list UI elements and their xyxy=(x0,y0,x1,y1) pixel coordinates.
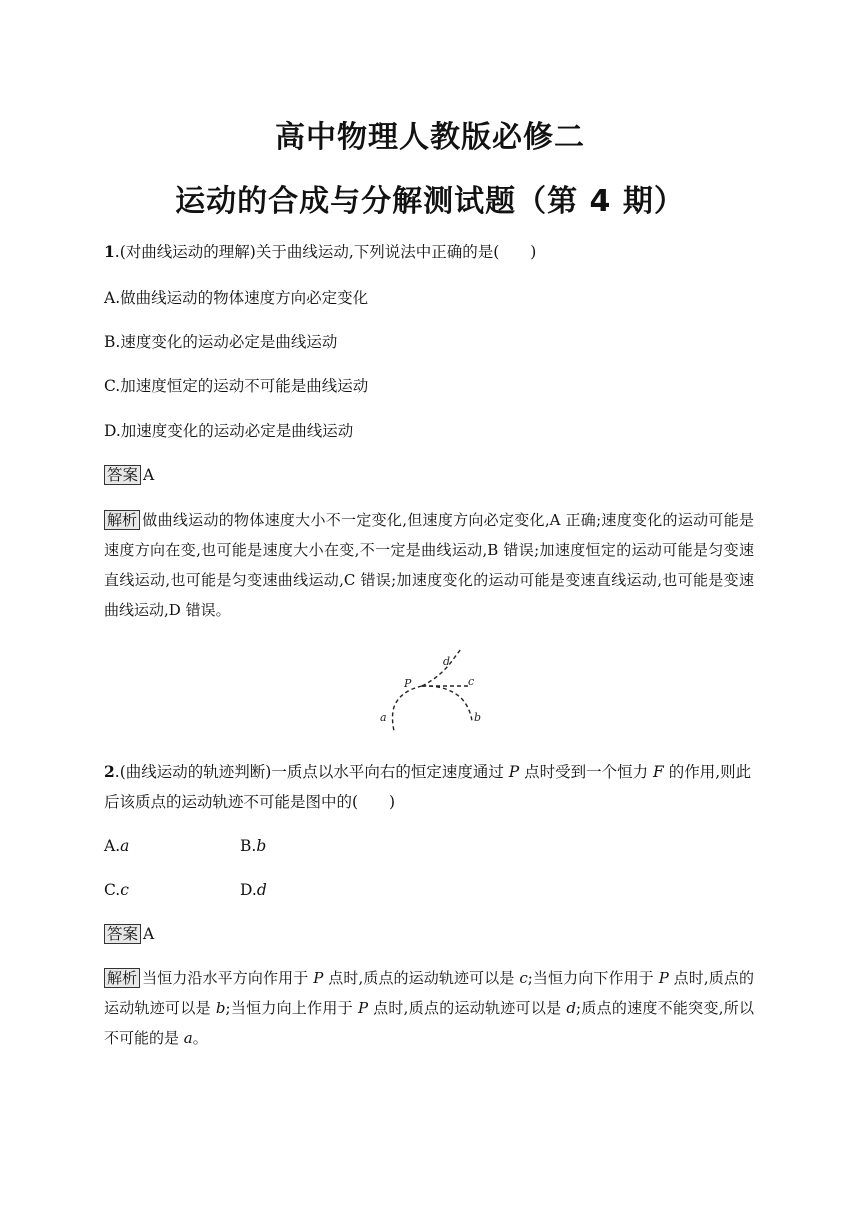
analysis-tag: 解析 xyxy=(104,510,140,530)
option-value: c xyxy=(120,881,129,899)
analysis-text: ;当恒力向下作用于 xyxy=(527,969,659,987)
analysis-text: 当恒力沿水平方向作用于 xyxy=(142,969,314,987)
answer-value: A xyxy=(143,925,155,943)
question-1-answer xyxy=(104,465,154,485)
question-2-answer xyxy=(104,924,154,944)
question-2-option-b xyxy=(240,836,266,856)
symbol-p: P xyxy=(358,999,369,1017)
question-2-prompt xyxy=(104,762,751,782)
symbol-c: c xyxy=(519,969,528,987)
trajectory-curve-a xyxy=(393,686,423,731)
analysis-text: 点时,质点的运动轨迹可以是 xyxy=(104,969,754,1017)
trajectory-figure xyxy=(370,643,490,735)
label-a: a xyxy=(380,711,387,724)
question-2-number: 2 xyxy=(104,762,115,781)
symbol-p: P xyxy=(313,969,324,987)
answer-value: A xyxy=(143,466,155,484)
symbol-d: d xyxy=(566,999,576,1017)
question-2-option-a xyxy=(104,836,129,856)
question-1-analysis xyxy=(104,505,754,625)
question-2-option-c xyxy=(104,880,129,900)
question-1-number: 1 xyxy=(104,242,115,261)
option-prefix: A. xyxy=(104,837,121,855)
answer-tag: 答案 xyxy=(104,924,141,944)
question-2-text-2: 点时受到一个恒力 xyxy=(519,763,654,781)
analysis-text: ;质点的速度不能突变,所以不可能的是 xyxy=(104,999,755,1047)
label-p: P xyxy=(404,677,412,690)
label-b: b xyxy=(474,711,482,724)
symbol-a: a xyxy=(183,1029,193,1047)
question-2-prompt-line-2: 后该质点的运动轨迹不可能是图中的( ) xyxy=(104,793,396,811)
analysis-text: 。 xyxy=(192,1029,208,1047)
question-1-option-a: A.做曲线运动的物体速度方向必定变化 xyxy=(104,289,369,307)
question-2-analysis xyxy=(104,963,754,1053)
document-subtitle: 运动的合成与分解测试题（第 4 期） xyxy=(175,184,685,219)
label-c: c xyxy=(468,675,475,688)
label-d: d xyxy=(443,655,451,668)
option-value: a xyxy=(120,837,130,855)
option-value: b xyxy=(256,837,267,855)
symbol-p: P xyxy=(658,969,669,987)
question-1-option-d: D.加速度变化的运动必定是曲线运动 xyxy=(104,422,354,440)
question-1-option-b: B.速度变化的运动必定是曲线运动 xyxy=(104,333,338,351)
analysis-text: 点时,质点的运动轨迹可以是 xyxy=(323,969,520,987)
option-value: d xyxy=(256,881,267,899)
question-1-option-c: C.加速度恒定的运动不可能是曲线运动 xyxy=(104,377,369,395)
trajectory-curve-b xyxy=(422,686,472,721)
analysis-text: 点时,质点的运动轨迹可以是 xyxy=(368,999,567,1017)
symbol-p: P xyxy=(508,763,520,781)
question-1-prompt xyxy=(104,242,536,262)
symbol-b: b xyxy=(215,999,226,1017)
document-title: 高中物理人教版必修二 xyxy=(275,120,585,155)
trajectory-curve-d xyxy=(422,649,461,686)
question-2-text-3: 的作用,则此 xyxy=(663,763,752,781)
analysis-text: ;当恒力向上作用于 xyxy=(225,999,358,1017)
question-2-option-d xyxy=(240,880,267,900)
symbol-f: F xyxy=(653,763,664,781)
option-prefix: C. xyxy=(104,881,121,899)
analysis-tag: 解析 xyxy=(104,968,140,988)
question-2-text-1: .(曲线运动的轨迹判断)一质点以水平向右的恒定速度通过 xyxy=(114,763,509,781)
analysis-text: 做曲线运动的物体速度大小不一定变化,但速度方向必定变化,A 正确;速度变化的运动可能是速度方向在变,也可能是速度大小在变,不一定是曲线运动,B 错误;加速度恒定的运动可能是匀变速直线运动,也可能是匀变速曲线运动,C 错误;加速度变化的运动可能是变速直线运动,也可能是变速曲线运动,D 错误。 xyxy=(104,511,754,619)
answer-tag: 答案 xyxy=(104,465,141,485)
question-1-text: .(对曲线运动的理解)关于曲线运动,下列说法中正确的是( ) xyxy=(114,243,537,261)
option-prefix: D. xyxy=(240,881,257,899)
option-prefix: B. xyxy=(240,837,257,855)
